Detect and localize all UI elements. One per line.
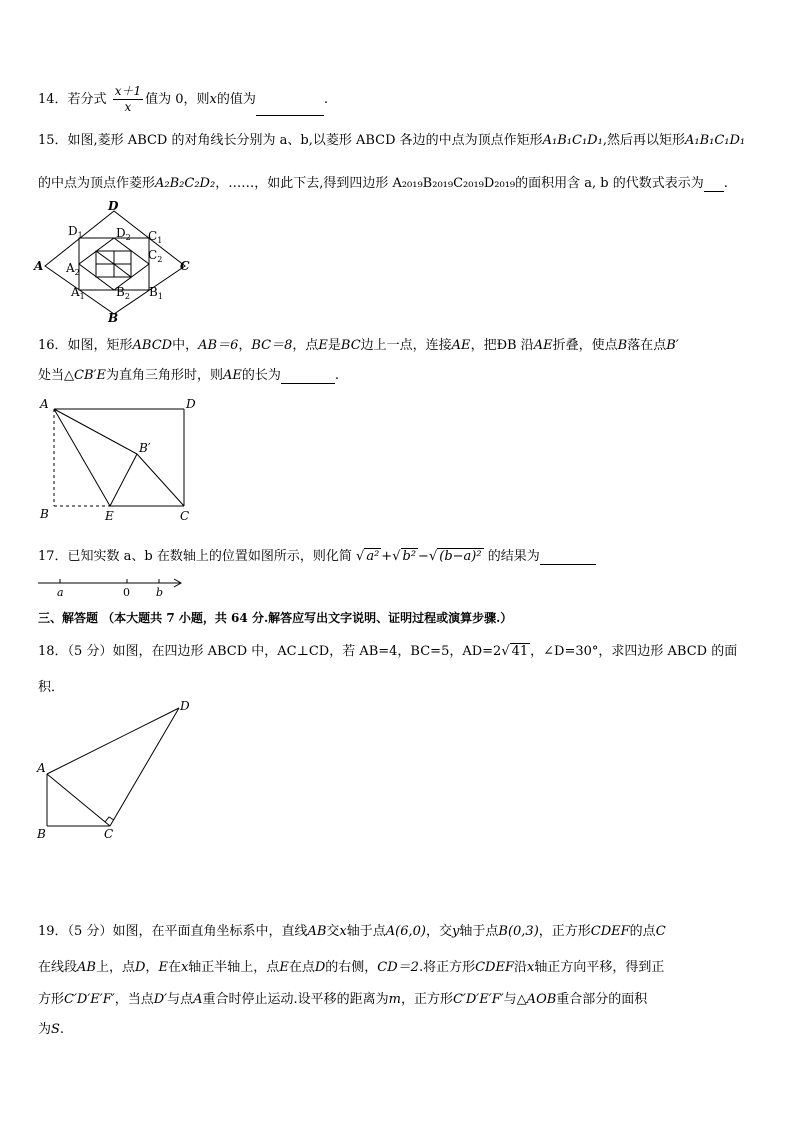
question-16-line1 [38, 334, 679, 353]
q15-figure [30, 198, 200, 326]
q16-t17: 落在点 [627, 338, 667, 353]
q19-a10: B(0,3) [498, 924, 539, 939]
question-19-line1 [38, 920, 666, 939]
diag-inner-1 [96, 251, 114, 264]
q18-sqrt-radicand: 41 [511, 644, 529, 659]
q16-answer-blank[interactable] [281, 368, 335, 384]
q14-number: 14． [38, 92, 68, 107]
label-D: D [108, 199, 119, 213]
q19-b19: 轴正方向平移，得到正 [534, 960, 665, 975]
q17-plus: + [381, 549, 393, 564]
label-zero: 0 [123, 586, 130, 599]
q14-fraction [113, 84, 143, 115]
q16-t15: 折叠，使点 [552, 338, 618, 353]
label-A: A [40, 397, 49, 411]
q19-c8: m [388, 992, 401, 1007]
q16-t9: 是 [327, 338, 341, 353]
q18-sqrt: √ 41 [501, 644, 529, 659]
q19-b11: 在点 [288, 960, 315, 975]
q19-a9: 轴于点 [459, 924, 499, 939]
q17-root-3-radicand: (b−a)² [439, 549, 482, 564]
label-B2: $B_2$ [116, 285, 130, 301]
q16-t2: ABCD [132, 338, 173, 353]
q19-c5: 与点 [167, 992, 194, 1007]
label-D1: $D_1$ [68, 224, 83, 240]
q19-a2: AB [307, 924, 327, 939]
section-heading: 三、解答题 （本大题共 7 小题，共 64 分.解答应写出文字说明、证明过程或演算步骤.） [38, 611, 513, 625]
q15-text-a: 15．如图,菱形 ABCD 的对角线长分别为 a、b,以菱形 ABCD 各边的中点为顶点作矩形 [38, 133, 543, 148]
label-A: A [37, 761, 46, 775]
q19-c1: 方形 [38, 992, 65, 1007]
label-D: D [180, 699, 190, 713]
label-C: C [180, 509, 190, 523]
q16-t5: ， [238, 338, 252, 353]
q19-a4: x [339, 924, 347, 939]
q19-a11: ，正方形 [538, 924, 591, 939]
question-19-line4 [38, 1018, 64, 1037]
q19-b9: 轴正半轴上，点 [188, 960, 280, 975]
diag-inner-2 [114, 264, 131, 277]
q19-c10: C′D′E′F′ [452, 992, 504, 1007]
label-C: C [104, 827, 114, 841]
question-18-line1 [38, 640, 737, 659]
q16-t8: E [318, 338, 328, 353]
q17-text-a: 17．已知实数 a、b 在数轴上的位置如图所示，则化简 [38, 549, 352, 564]
q19-b16: CDEF [475, 960, 514, 975]
q16-t13: ，把ÐB 沿 [470, 338, 534, 353]
q17-root-3: √ (b−a)² [428, 549, 482, 564]
q19-c6: A [193, 992, 203, 1007]
q19-b17: 沿 [513, 960, 527, 975]
q15-text-line2c: ，……，如此下去,得到四边形 A₂₀₁₉B₂₀₁₉C₂₀₁₉D₂₀₁₉的面积用含 a, b 的代数式表示为 [215, 176, 704, 191]
q19-a7: ，交 [426, 924, 453, 939]
q19-b18: x [526, 960, 535, 975]
q17-text-b: 的结果为 [487, 549, 540, 564]
q16-t18: B′ [666, 338, 679, 353]
q19-c3: ，当点 [114, 992, 154, 1007]
q19-b6: E [158, 960, 168, 975]
question-16-line2 [38, 364, 339, 384]
side-ac [47, 774, 110, 826]
q19-b12: D [314, 960, 326, 975]
question-15-line2 [38, 172, 728, 192]
q19-d1: 为 [38, 1022, 52, 1037]
q16-u5: 的长为 [241, 368, 281, 383]
q16-t12: AE [451, 338, 471, 353]
q14-fraction-denominator: x [124, 100, 132, 114]
label-B: B [108, 311, 119, 325]
label-B1: $B_1$ [149, 285, 163, 301]
q16-u1: 处当 [38, 368, 65, 383]
label-C: C [180, 259, 190, 273]
question-14 [38, 84, 328, 116]
q17-number-line [34, 574, 194, 600]
question-18-line2: 积． [38, 680, 65, 695]
q19-c2: C′D′E′F′ [64, 992, 115, 1007]
q19-c4: D′ [153, 992, 168, 1007]
q14-suffix: 的值为 [216, 92, 256, 107]
q19-a12: CDEF [590, 924, 630, 939]
q14-prefix: 若分式 [67, 92, 107, 107]
label-A1: $A_1$ [71, 285, 85, 301]
q19-a1: 19．（5 分）如图，在平面直角坐标系中，直线 [38, 924, 308, 939]
q19-d3: . [59, 1022, 65, 1037]
q19-a3: 交 [326, 924, 340, 939]
q19-c9: ，正方形 [400, 992, 453, 1007]
q19-a5: 轴于点 [346, 924, 386, 939]
q16-t16: B [617, 338, 628, 353]
q19-c11: 与 [503, 992, 517, 1007]
label-A2: $A_2$ [66, 261, 80, 277]
q14-mid: 值为 0，则 [145, 92, 210, 107]
q19-c12: △AOB [516, 992, 557, 1007]
question-19-line2 [38, 956, 664, 975]
q17-root-1: √ a² [356, 549, 380, 564]
q19-b1: 在线段 [38, 960, 78, 975]
q19-a6: A(6,0) [385, 924, 426, 939]
label-E: E [105, 509, 114, 523]
segment-b-prime-e [110, 454, 137, 506]
q16-t6: BC＝8 [251, 338, 293, 353]
q14-fraction-numerator: x＋1 [114, 84, 142, 98]
q19-b7: 在 [167, 960, 181, 975]
q17-answer-blank[interactable] [540, 549, 596, 565]
label-b: b [156, 586, 164, 599]
q16-u4: AE [222, 368, 242, 383]
label-D: D [186, 397, 196, 411]
q19-b2: AB [77, 960, 96, 975]
q19-b13: 的右侧， [325, 960, 378, 975]
q16-t10: BC [340, 338, 361, 353]
label-B: B [40, 507, 49, 521]
q18-text-b: ，∠D=30°，求四边形 ABCD 的面 [530, 644, 738, 659]
question-19-line3 [38, 988, 647, 1007]
q15-text-c: ,然后再以矩形 [602, 133, 685, 148]
label-C1: $C_1$ [148, 229, 163, 245]
q15-end: . [723, 176, 728, 191]
q16-t3: 中， [172, 338, 199, 353]
q19-b8: x [180, 960, 189, 975]
question-15-line1 [38, 129, 745, 148]
q15-answer-blank[interactable] [704, 176, 724, 192]
q16-u2: △CB′E [64, 368, 106, 383]
q19-b4: D [134, 960, 146, 975]
q15-rect-name-1: A₁B₁C₁D₁ [542, 133, 603, 148]
q16-t1: 16．如图，矩形 [38, 338, 133, 353]
label-D2: $D_2$ [116, 226, 131, 242]
q16-t14: AE [533, 338, 553, 353]
label-a: a [57, 586, 64, 599]
q19-c7: 重合时停止运动.设平移的距离为 [202, 992, 389, 1007]
q16-t4: AB＝6 [198, 338, 239, 353]
q17-minus: − [418, 549, 429, 564]
q17-root-2: √ b² [392, 549, 417, 564]
q16-end: . [334, 368, 340, 383]
q15-text-line2a: 的中点为顶点作菱形 [38, 176, 156, 191]
q14-variable: x [209, 92, 217, 107]
label-A: A [34, 259, 44, 273]
q15-rhombus-name: A₂B₂C₂D₂ [155, 176, 216, 191]
q16-t11: 边上一点，连接 [360, 338, 452, 353]
q14-answer-blank[interactable] [256, 85, 324, 116]
q14-end: . [323, 92, 329, 107]
q15-rect-name-2: A₁B₁C₁D₁ [684, 133, 746, 148]
q19-b14: CD＝2 [377, 960, 419, 975]
q19-b5: ， [145, 960, 159, 975]
q16-u3: 为直角三角形时，则 [105, 368, 223, 383]
q19-c13: 重合部分的面积 [556, 992, 648, 1007]
q17-root-1-radicand: a² [366, 549, 380, 564]
q17-root-2-radicand: b² [402, 549, 417, 564]
label-B: B [37, 827, 46, 841]
q16-t7: ，点 [292, 338, 319, 353]
segment-b-prime-c [137, 454, 184, 506]
q19-a8: y [452, 924, 460, 939]
q18-text-a: 18．（5 分）如图，在四边形 ABCD 中，AC⊥CD，若 AB=4，BC=5，AD=2 [38, 644, 502, 659]
segment-ae [54, 409, 110, 506]
q19-a13: 的点 [629, 924, 656, 939]
q19-a14: C [655, 924, 666, 939]
q19-b3: 上，点 [95, 960, 135, 975]
label-C2: $C_2$ [148, 248, 163, 264]
question-17 [38, 545, 596, 565]
q16-figure [34, 394, 204, 524]
q18-figure [34, 698, 204, 843]
label-B-prime: B′ [139, 441, 151, 455]
q19-b15: .将正方形 [418, 960, 476, 975]
q19-d2: S [51, 1022, 60, 1037]
q19-b10: E [279, 960, 289, 975]
